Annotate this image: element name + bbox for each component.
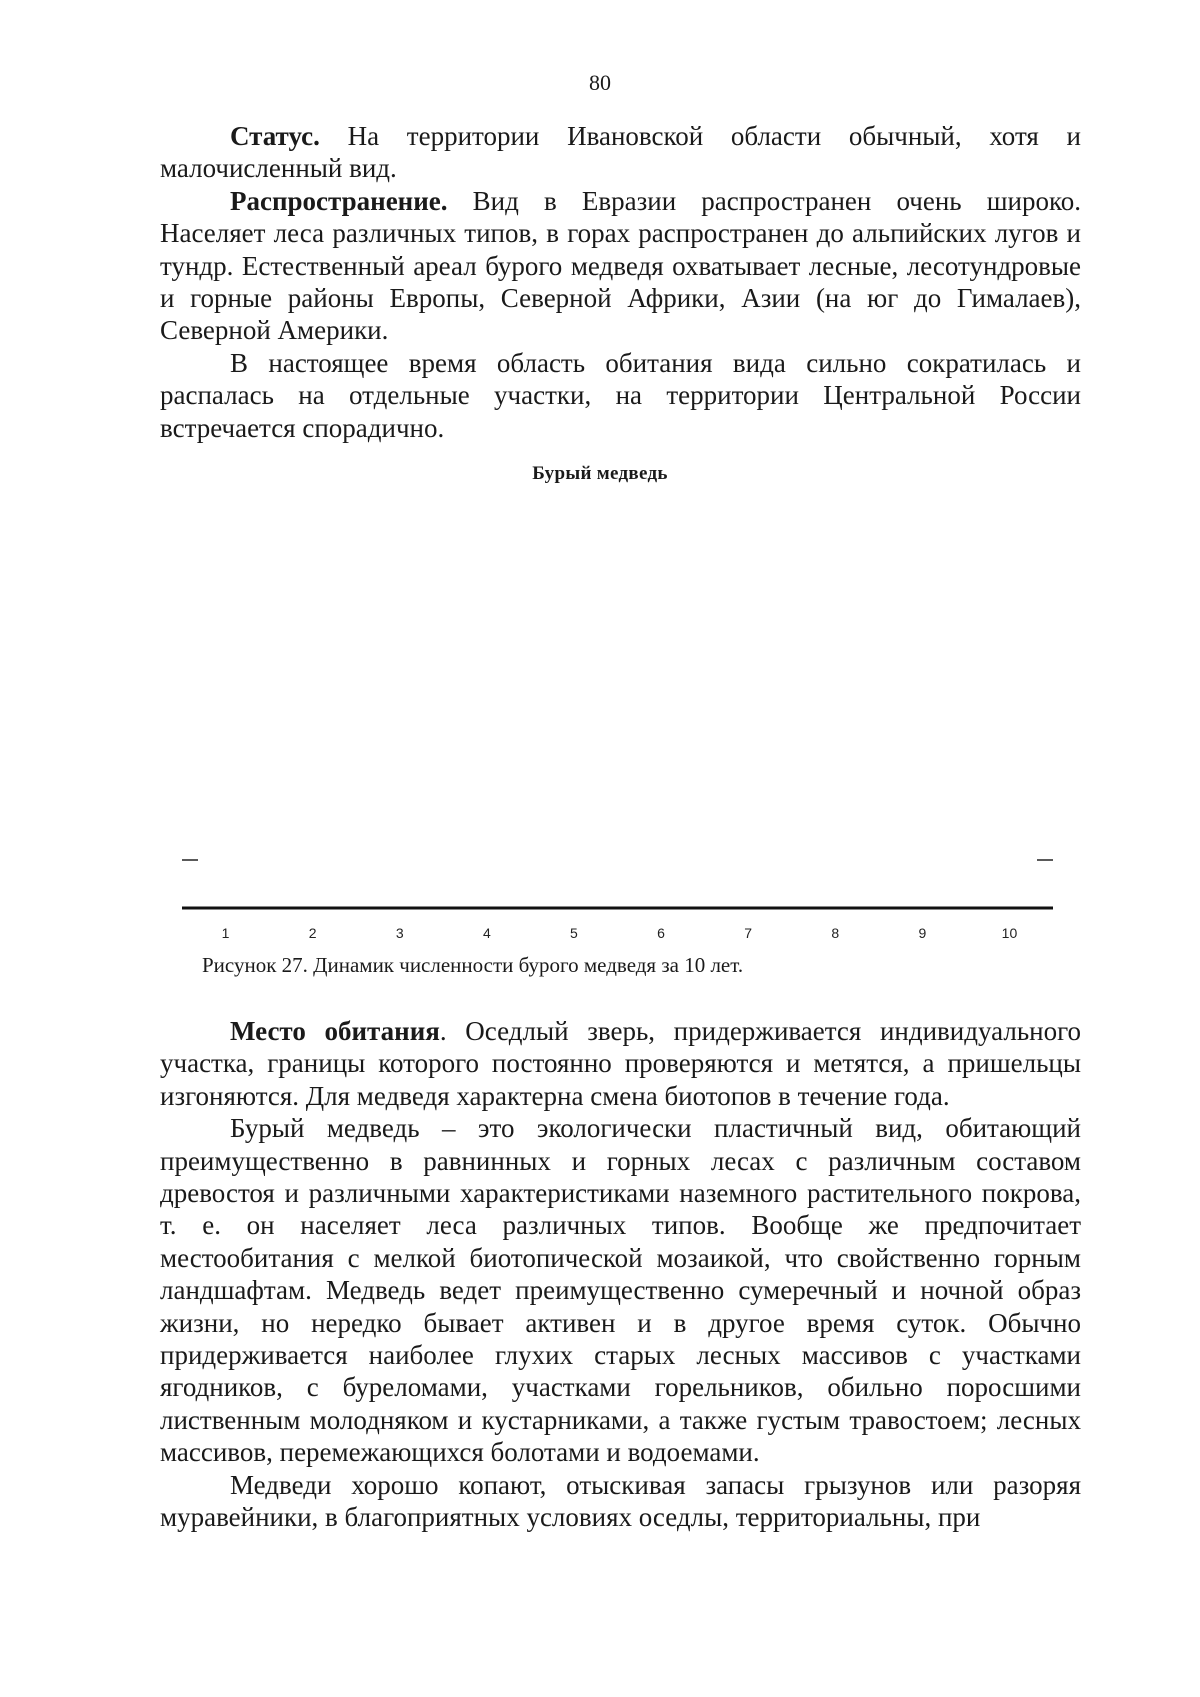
habitat-text: . Оседлый зверь, придерживается индивидуального участка, границы которого постоянно проверяются и метятся, а пришельцы изгоняются. Для медведя характерна смена биотопов в течение года. — [160, 1016, 1081, 1111]
status-lead: Статус. — [230, 121, 320, 151]
page-number: 80 — [589, 70, 611, 95]
digging-paragraph: Медведи хорошо копают, отыскивая запасы грызунов или разоряя муравейники, в благоприятных условиях оседлы, территориальны, при — [160, 1469, 1081, 1533]
habitat-paragraph — [160, 1015, 1081, 1112]
ecology-paragraph: Бурый медведь – это экологически пластичный вид, обитающий преимущественно в равнинных и горных лесах с различным составом древостоя и различными характеристиками наземного растительного покрова, т. е. он населяет леса различных типов. Вообще же предпочитает местообитания с мелкой биотопической мозаикой, что свойственно горным ландшафтам. Медведь ведет преимущественно сумеречный и ночной образ жизни, но нередко бывает активен и в другое время суток. Обычно придерживается наиболее глухих старых лесных массивов с участками ягодников, с буреломами, участками горельников, обильно поросшими лиственным молодняком и кустарниками, а также густым травостоем; лесных массивов, перемежающихся болотами и водоемами. — [160, 1113, 1081, 1468]
current-range-paragraph: В настоящее время область обитания вида сильно сократилась и распалась на отдельные участки, на территории Центральной России встречается спорадично. — [160, 347, 1081, 443]
distribution-paragraph — [160, 185, 1081, 347]
x-tick-label: 3 — [395, 925, 404, 941]
x-tick-label: 2 — [308, 925, 317, 941]
x-tick-label: 9 — [918, 925, 927, 941]
status-text: На территории Ивановской области обычный, хотя и малочисленный вид. — [160, 121, 1081, 184]
habitat-lead: Место обитания — [230, 1016, 440, 1046]
chart-x-tick-labels — [222, 925, 1018, 941]
status-paragraph — [160, 120, 1081, 185]
distribution-text: Вид в Евразии распространен очень широко. Населяет леса различных типов, в горах распространен до альпийских лугов и тундр. Естественный ареал бурого медведя охватывает лесные, лесотундровые и горные районы Европы, Северной Африки, Азии (на юг до Гималаев), Северной Америки. — [160, 185, 1081, 346]
x-tick-label: 4 — [482, 925, 491, 941]
distribution-lead: Распространение. — [230, 185, 448, 216]
x-tick-label: 5 — [570, 925, 578, 941]
bottom-text-block — [160, 1015, 1081, 1534]
top-text-block — [160, 120, 1081, 444]
x-tick-label: 1 — [221, 925, 230, 941]
x-tick-label: 8 — [831, 925, 840, 941]
chart-title: Бурый медведь — [532, 463, 668, 484]
x-tick-label: 10 — [1001, 925, 1018, 941]
x-tick-label: 7 — [744, 925, 753, 941]
x-tick-label: 6 — [657, 925, 665, 941]
figure-caption: Рисунок 27. Динамик численности бурого медведя за 10 лет. — [202, 953, 744, 977]
